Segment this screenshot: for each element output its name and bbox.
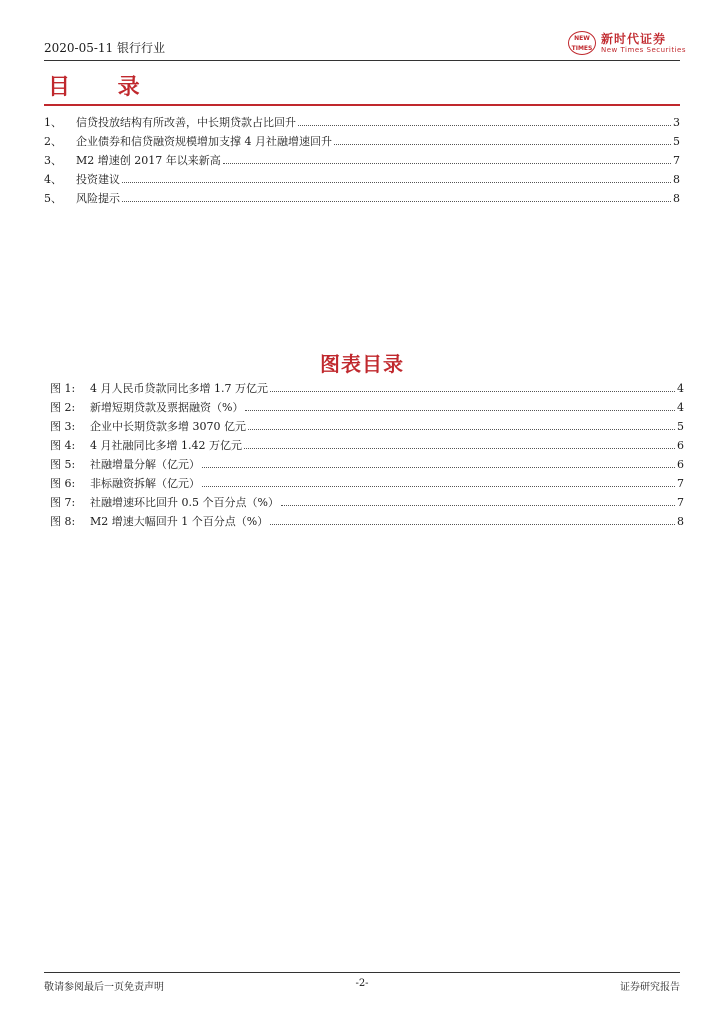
figure-label: 图 6: — [50, 477, 76, 490]
figure-label: 图 5: — [50, 458, 76, 471]
logo-mark-icon — [568, 31, 596, 55]
figure-label: 图 4: — [50, 439, 76, 452]
toc-item-text[interactable]: 风险提示 — [76, 192, 120, 205]
company-logo — [568, 30, 686, 58]
figure-caption[interactable]: M2 增速大幅回升 1 个百分点（%） — [90, 515, 269, 528]
header-date-industry: 2020-05-11 银行行业 — [44, 41, 166, 55]
toc-item-page[interactable]: 5 — [673, 135, 680, 148]
figure-leader-dots — [245, 402, 675, 411]
toc-item-page[interactable]: 8 — [673, 173, 680, 186]
toc-title-rule — [44, 104, 680, 106]
figure-caption[interactable]: 企业中长期贷款多增 3070 亿元 — [90, 420, 246, 433]
toc-item-text[interactable]: M2 增速创 2017 年以来新高 — [76, 154, 221, 167]
figure-leader-dots — [270, 383, 675, 392]
figure-page[interactable]: 7 — [677, 477, 684, 490]
figure-list-item[interactable] — [50, 380, 684, 399]
toc-item[interactable] — [44, 171, 680, 190]
figure-caption[interactable]: 新增短期贷款及票据融资（%） — [90, 401, 244, 414]
logo-mark-line1: NEW — [574, 35, 590, 42]
toc-item[interactable] — [44, 152, 680, 171]
toc-item-number: 3、 — [44, 154, 62, 167]
figure-label: 图 7: — [50, 496, 76, 509]
figure-leader-dots — [202, 459, 675, 468]
page-header — [44, 30, 686, 61]
figure-list-item[interactable] — [50, 456, 684, 475]
toc-leader-dots — [122, 193, 671, 202]
figure-label: 图 1: — [50, 382, 76, 395]
figure-caption[interactable]: 4 月人民币贷款同比多增 1.7 万亿元 — [90, 382, 268, 395]
figure-leader-dots — [281, 497, 675, 506]
footer-page-number: -2- — [355, 978, 369, 989]
figure-caption[interactable]: 非标融资拆解（亿元） — [90, 477, 200, 490]
figure-leader-dots — [248, 421, 675, 430]
figure-page[interactable]: 4 — [677, 401, 684, 414]
footer-report-type: 证券研究报告 — [620, 982, 680, 993]
figure-page[interactable]: 6 — [677, 458, 684, 471]
toc-item-number: 5、 — [44, 192, 62, 205]
figure-list-item[interactable] — [50, 437, 684, 456]
figure-leader-dots — [244, 440, 675, 449]
toc-item-text[interactable]: 投资建议 — [76, 173, 120, 186]
toc-item-number: 1、 — [44, 116, 62, 129]
logo-name-en: New Times Securities — [601, 46, 686, 54]
page-footer — [44, 972, 680, 995]
figure-label: 图 2: — [50, 401, 76, 414]
toc-item-text[interactable]: 信贷投放结构有所改善，中长期贷款占比回升 — [76, 116, 296, 129]
toc-item-number: 2、 — [44, 135, 62, 148]
figure-caption[interactable]: 社融增速环比回升 0.5 个百分点（%） — [90, 496, 279, 509]
figure-leader-dots — [202, 478, 675, 487]
logo-name-cn: 新时代证券 — [601, 32, 667, 46]
toc-item-page[interactable]: 7 — [673, 154, 680, 167]
figure-list-item[interactable] — [50, 494, 684, 513]
footer-disclaimer: 敬请参阅最后一页免责声明 — [44, 982, 164, 993]
toc-leader-dots — [298, 117, 671, 126]
figure-page[interactable]: 4 — [677, 382, 684, 395]
toc-item-text[interactable]: 企业债券和信贷融资规模增加支撑 4 月社融增速回升 — [76, 135, 332, 148]
figure-list-item[interactable] — [50, 399, 684, 418]
figure-page[interactable]: 8 — [677, 515, 684, 528]
figure-page[interactable]: 6 — [677, 439, 684, 452]
toc-item-page[interactable]: 3 — [673, 116, 680, 129]
figure-list-item[interactable] — [50, 418, 684, 437]
figure-label: 图 3: — [50, 420, 76, 433]
figure-page[interactable]: 5 — [677, 420, 684, 433]
toc-list — [44, 114, 680, 209]
toc-item[interactable] — [44, 114, 680, 133]
toc-leader-dots — [334, 136, 671, 145]
figure-list-title: 图表目录 — [320, 352, 404, 376]
toc-leader-dots — [122, 174, 671, 183]
figure-list-item[interactable] — [50, 475, 684, 494]
figure-page[interactable]: 7 — [677, 496, 684, 509]
figure-caption[interactable]: 4 月社融同比多增 1.42 万亿元 — [90, 439, 242, 452]
toc-item[interactable] — [44, 133, 680, 152]
figure-list — [50, 380, 684, 532]
logo-mark-line2: TIMES — [571, 45, 593, 52]
toc-title: 目 录 — [48, 75, 160, 100]
toc-item-number: 4、 — [44, 173, 62, 186]
figure-label: 图 8: — [50, 515, 76, 528]
figure-leader-dots — [270, 516, 675, 525]
figure-caption[interactable]: 社融增量分解（亿元） — [90, 458, 200, 471]
figure-list-item[interactable] — [50, 513, 684, 532]
toc-item[interactable] — [44, 190, 680, 209]
toc-leader-dots — [223, 155, 671, 164]
toc-item-page[interactable]: 8 — [673, 192, 680, 205]
